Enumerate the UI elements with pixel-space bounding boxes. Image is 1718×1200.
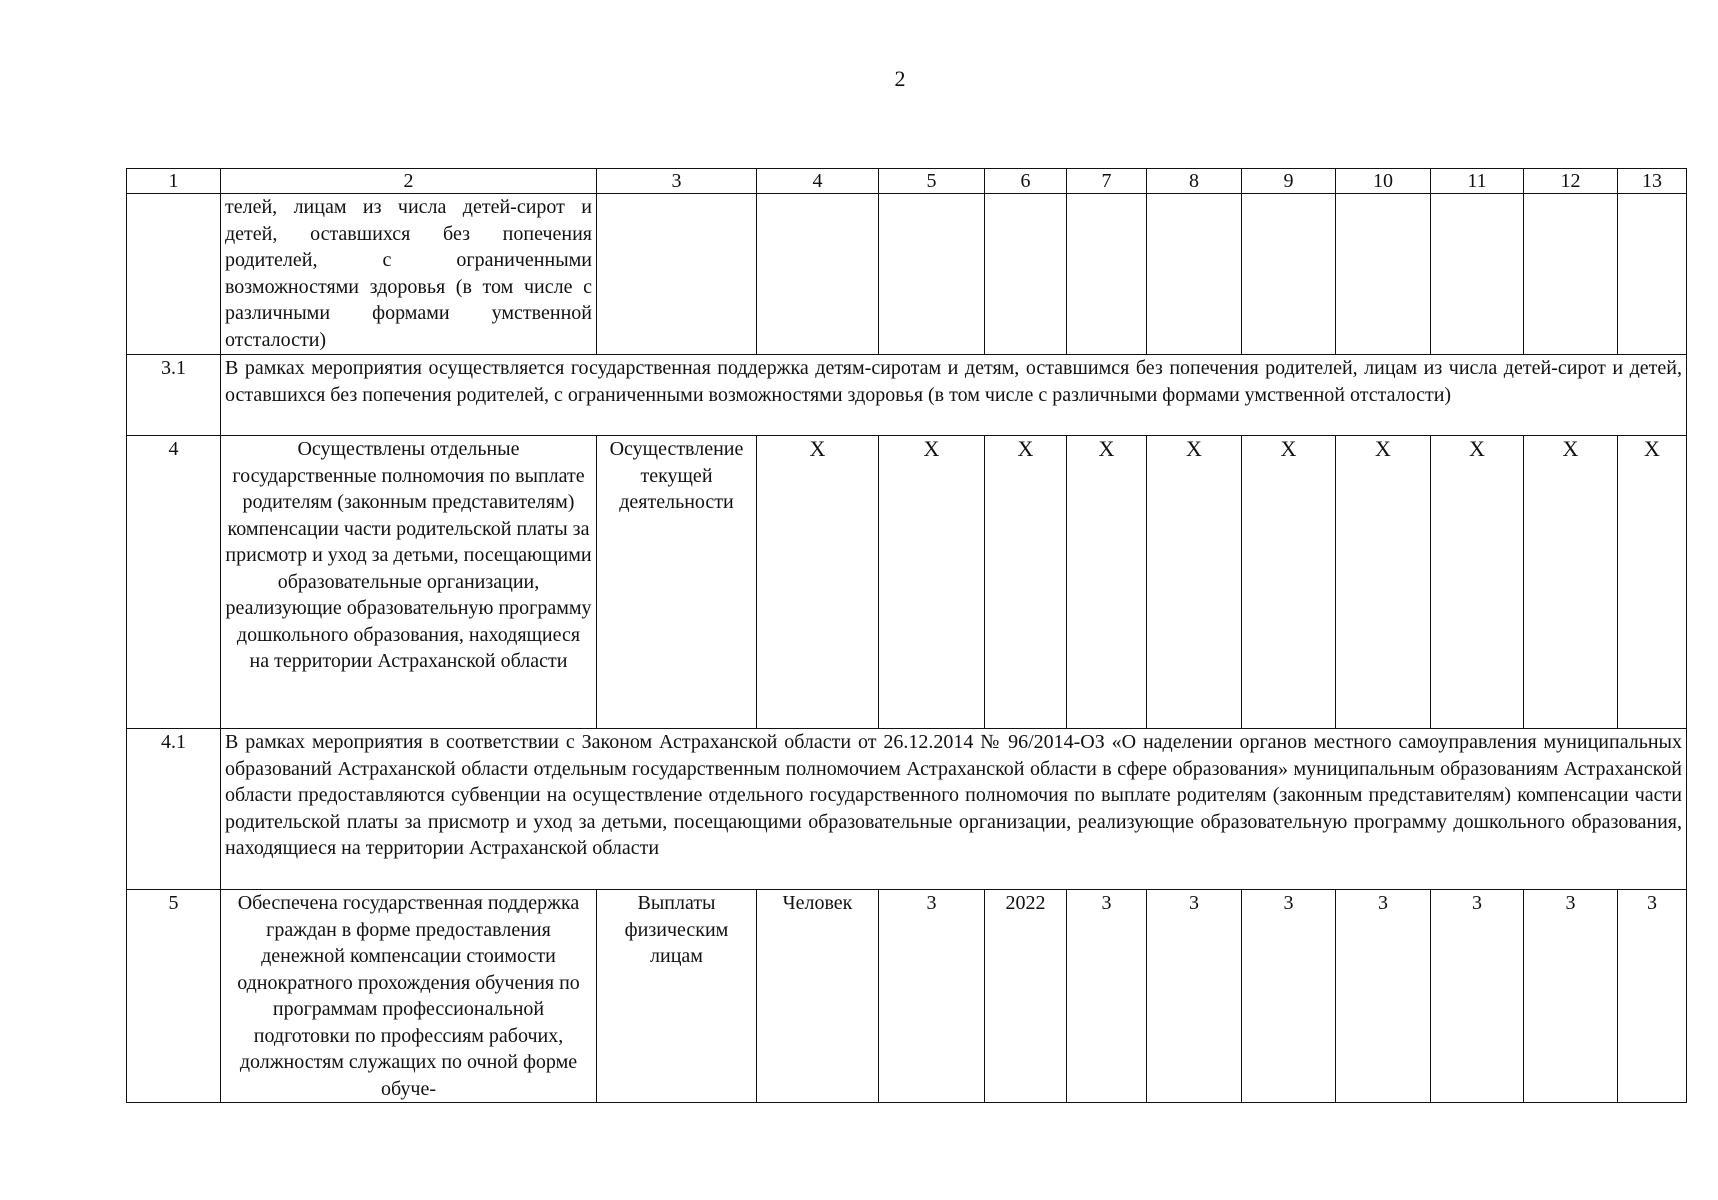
column-number: 11 — [1431, 169, 1524, 194]
table-cell: X — [1524, 436, 1618, 729]
row-description: Обеспечена государственная поддержка граждан в форме предоставления денежной компенсации стоимости однократного прохождения обучения по программам профессиональной подготовки по профессиям рабочих, должностям служащих по очной форме обуче- — [221, 890, 597, 1103]
row-description: телей, лицам из числа детей-сирот и детей, оставшихся без попечения родителей, с ограниченными возможностями здоровья (в том числе с различными формами умственной отсталости) — [221, 194, 597, 355]
column-number: 9 — [1242, 169, 1336, 194]
table-cell: Человек — [757, 890, 879, 1103]
table-cell — [1618, 194, 1687, 355]
table-cell: X — [879, 436, 985, 729]
table-row — [127, 729, 1687, 890]
table-cell: 3 — [1431, 890, 1524, 1103]
column-number: 7 — [1067, 169, 1147, 194]
column-number: 4 — [757, 169, 879, 194]
column-number: 3 — [597, 169, 757, 194]
table-cell — [597, 194, 757, 355]
column-number: 8 — [1147, 169, 1242, 194]
row-number: 5 — [127, 890, 221, 1103]
column-number: 2 — [221, 169, 597, 194]
row-number: 4 — [127, 436, 221, 729]
page-number: 2 — [894, 66, 906, 91]
table-cell: X — [1618, 436, 1687, 729]
table-cell: 3 — [1067, 890, 1147, 1103]
row-note: В рамках мероприятия осуществляется государственная поддержка детям-сиротам и детям, оставшимся без попечения родителей, лицам из числа детей-сирот и детей, оставшихся без попечения родителей, с ограниченными возможностями здоровья (в том числе с различными формами умственной отсталости) — [221, 355, 1687, 436]
table-cell: 2022 — [985, 890, 1067, 1103]
table-cell: Осуществление текущей деятельности — [597, 436, 757, 729]
table-row — [127, 194, 1687, 355]
column-number: 12 — [1524, 169, 1618, 194]
table-cell — [1242, 194, 1336, 355]
table-row — [127, 355, 1687, 436]
table-cell — [1336, 194, 1431, 355]
column-number: 10 — [1336, 169, 1431, 194]
table-row — [127, 436, 1687, 729]
column-numbers-row — [127, 169, 1687, 194]
indicators-table — [126, 168, 1687, 1103]
table-cell: X — [1242, 436, 1336, 729]
column-number: 6 — [985, 169, 1067, 194]
column-number: 1 — [127, 169, 221, 194]
row-number — [127, 194, 221, 355]
table-cell: X — [757, 436, 879, 729]
table-cell — [1431, 194, 1524, 355]
table-cell: 3 — [1336, 890, 1431, 1103]
row-number: 4.1 — [127, 729, 221, 890]
row-number: 3.1 — [127, 355, 221, 436]
table-cell — [1067, 194, 1147, 355]
table-row — [127, 890, 1687, 1103]
table-cell: 3 — [879, 890, 985, 1103]
row-description: Осуществлены отдельные государственные полномочия по выплате родителям (законным представителям) компенсации части родительской платы за присмотр и уход за детьми, посещающими образовательные организации, реализующие образовательную программу дошкольного образования, находящиеся на территории Астраханской области — [221, 436, 597, 729]
table-cell: X — [1336, 436, 1431, 729]
table-cell — [879, 194, 985, 355]
row-note: В рамках мероприятия в соответствии с Законом Астраханской области от 26.12.2014 № 96/2014-ОЗ «О наделении органов местного самоуправления муниципальных образований Астраханской области отдельным государственным полномочием Астраханской области в сфере образования» муниципальным образованиям Астраханской области предоставляются субвенции на осуществление отдельного государственного полномочия по выплате родителям (законным представителям) компенсации части родительской платы за присмотр и уход за детьми, посещающими образовательные организации, реализующие образовательную программу дошкольного образования, находящиеся на территории Астраханской области — [221, 729, 1687, 890]
table-cell — [985, 194, 1067, 355]
table-cell: 3 — [1147, 890, 1242, 1103]
table-cell: 3 — [1524, 890, 1618, 1103]
column-number: 13 — [1618, 169, 1687, 194]
table-cell: 3 — [1618, 890, 1687, 1103]
table-cell: X — [1067, 436, 1147, 729]
table-cell: Выплаты физическим лицам — [597, 890, 757, 1103]
table-cell — [1147, 194, 1242, 355]
table-cell: X — [1147, 436, 1242, 729]
table-cell — [757, 194, 879, 355]
table-cell: X — [985, 436, 1067, 729]
column-number: 5 — [879, 169, 985, 194]
table-cell — [1524, 194, 1618, 355]
table-cell: 3 — [1242, 890, 1336, 1103]
table-cell: X — [1431, 436, 1524, 729]
